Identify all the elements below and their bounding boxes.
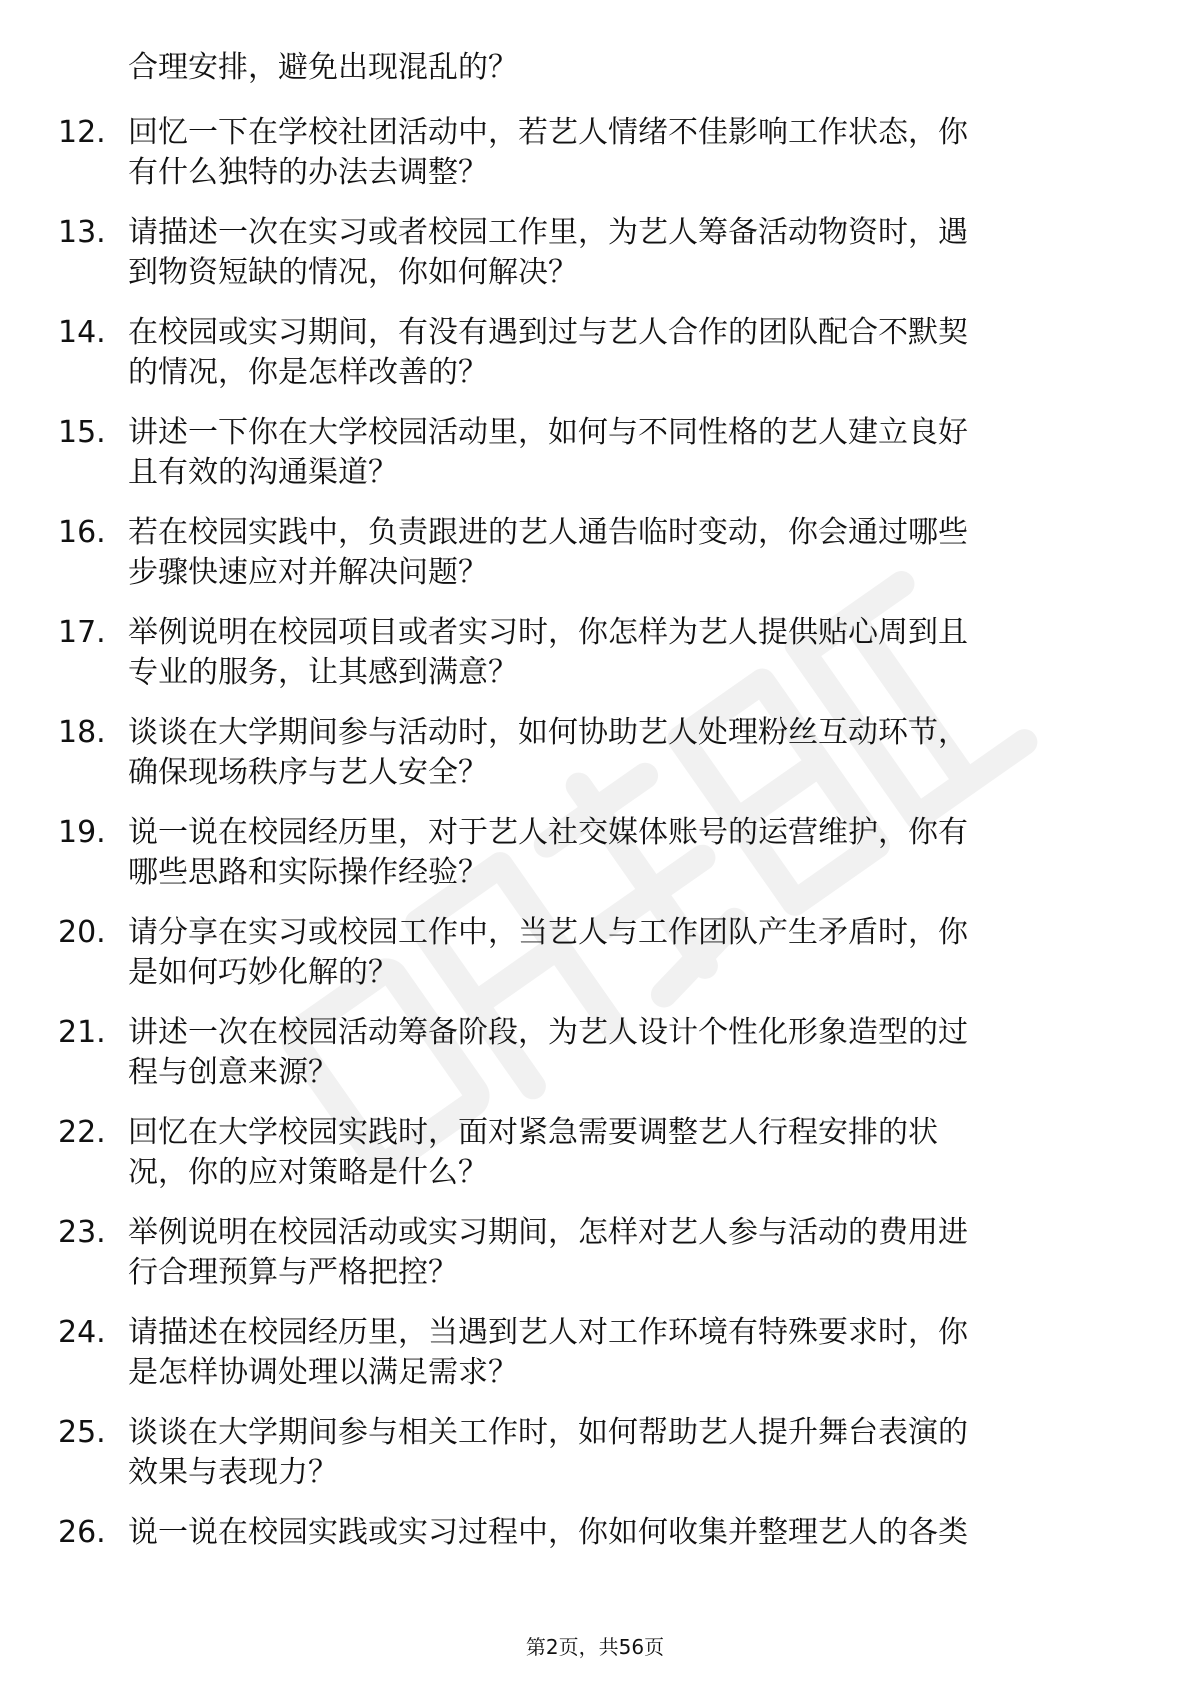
question-number: 23. [58, 1215, 106, 1250]
question-text [128, 913, 1108, 993]
question-number: 22. [58, 1115, 106, 1150]
question-list [0, 113, 1190, 1613]
question-text [128, 1113, 1108, 1193]
question-text [128, 413, 1108, 493]
question-text [128, 713, 1108, 793]
question-line: 说一说在校园实践或实习过程中，你如何收集并整理艺人的各类 [128, 1515, 968, 1550]
question-line: 且有效的沟通渠道？ [128, 455, 398, 490]
question-number: 12. [58, 115, 106, 150]
question-text [128, 813, 1108, 893]
question-text [128, 1313, 1108, 1393]
question-line: 的情况，你是怎样改善的？ [128, 355, 488, 390]
question-number: 16. [58, 515, 106, 550]
question-item [0, 113, 1190, 213]
continuation-line: 合理安排，避免出现混乱的？ [128, 50, 518, 85]
question-item [0, 1013, 1190, 1113]
question-text [128, 313, 1108, 393]
question-number: 19. [58, 815, 106, 850]
question-line: 哪些思路和实际操作经验？ [128, 855, 488, 890]
question-line: 在校园或实习期间，有没有遇到过与艺人合作的团队配合不默契 [128, 315, 968, 350]
question-item [0, 813, 1190, 913]
question-item [0, 313, 1190, 413]
question-line: 步骤快速应对并解决问题？ [128, 555, 488, 590]
question-text [128, 113, 1108, 193]
question-line: 说一说在校园经历里，对于艺人社交媒体账号的运营维护，你有 [128, 815, 968, 850]
question-line: 回忆一下在学校社团活动中，若艺人情绪不佳影响工作状态，你 [128, 115, 968, 150]
question-item [0, 1413, 1190, 1513]
question-number: 25. [58, 1415, 106, 1450]
question-line: 况，你的应对策略是什么？ [128, 1155, 488, 1190]
question-line: 举例说明在校园活动或实习期间，怎样对艺人参与活动的费用进 [128, 1215, 968, 1250]
question-line: 是怎样协调处理以满足需求？ [128, 1355, 518, 1390]
question-line: 请描述在校园经历里，当遇到艺人对工作环境有特殊要求时，你 [128, 1315, 968, 1350]
question-line: 效果与表现力？ [128, 1455, 338, 1490]
question-text [128, 513, 1108, 593]
question-text [128, 1213, 1108, 1293]
question-line: 程与创意来源？ [128, 1055, 338, 1090]
question-number: 17. [58, 615, 106, 650]
question-line: 若在校园实践中，负责跟进的艺人通告临时变动，你会通过哪些 [128, 515, 968, 550]
question-item [0, 913, 1190, 1013]
question-item [0, 613, 1190, 713]
question-number: 21. [58, 1015, 106, 1050]
question-item [0, 1113, 1190, 1213]
question-number: 15. [58, 415, 106, 450]
question-line: 举例说明在校园项目或者实习时，你怎样为艺人提供贴心周到且 [128, 615, 968, 650]
question-line: 是如何巧妙化解的？ [128, 955, 398, 990]
question-number: 13. [58, 215, 106, 250]
question-number: 26. [58, 1515, 106, 1550]
question-line: 专业的服务，让其感到满意？ [128, 655, 518, 690]
question-text [128, 613, 1108, 693]
question-text [128, 1413, 1108, 1493]
question-line: 谈谈在大学期间参与相关工作时，如何帮助艺人提升舞台表演的 [128, 1415, 968, 1450]
question-line: 讲述一下你在大学校园活动里，如何与不同性格的艺人建立良好 [128, 415, 968, 450]
question-number: 14. [58, 315, 106, 350]
question-text [128, 1013, 1108, 1093]
question-item [0, 1313, 1190, 1413]
question-item [0, 1213, 1190, 1313]
question-item [0, 513, 1190, 613]
question-item [0, 1513, 1190, 1613]
question-line: 讲述一次在校园活动筹备阶段，为艺人设计个性化形象造型的过 [128, 1015, 968, 1050]
question-number: 18. [58, 715, 106, 750]
question-item [0, 213, 1190, 313]
question-number: 20. [58, 915, 106, 950]
question-line: 回忆在大学校园实践时，面对紧急需要调整艺人行程安排的状 [128, 1115, 938, 1150]
question-number: 24. [58, 1315, 106, 1350]
question-line: 有什么独特的办法去调整？ [128, 155, 488, 190]
question-text [128, 1513, 1108, 1553]
question-line: 请描述一次在实习或者校园工作里，为艺人筹备活动物资时，遇 [128, 215, 968, 250]
question-line: 到物资短缺的情况，你如何解决？ [128, 255, 578, 290]
question-line: 请分享在实习或校园工作中，当艺人与工作团队产生矛盾时，你 [128, 915, 968, 950]
question-line: 确保现场秩序与艺人安全？ [128, 755, 488, 790]
question-line: 行合理预算与严格把控？ [128, 1255, 458, 1290]
page-footer: 第2页，共56页 [525, 1635, 665, 1659]
question-item [0, 413, 1190, 513]
question-item [0, 713, 1190, 813]
question-line: 谈谈在大学期间参与活动时，如何协助艺人处理粉丝互动环节， [128, 715, 968, 750]
question-text [128, 213, 1108, 293]
